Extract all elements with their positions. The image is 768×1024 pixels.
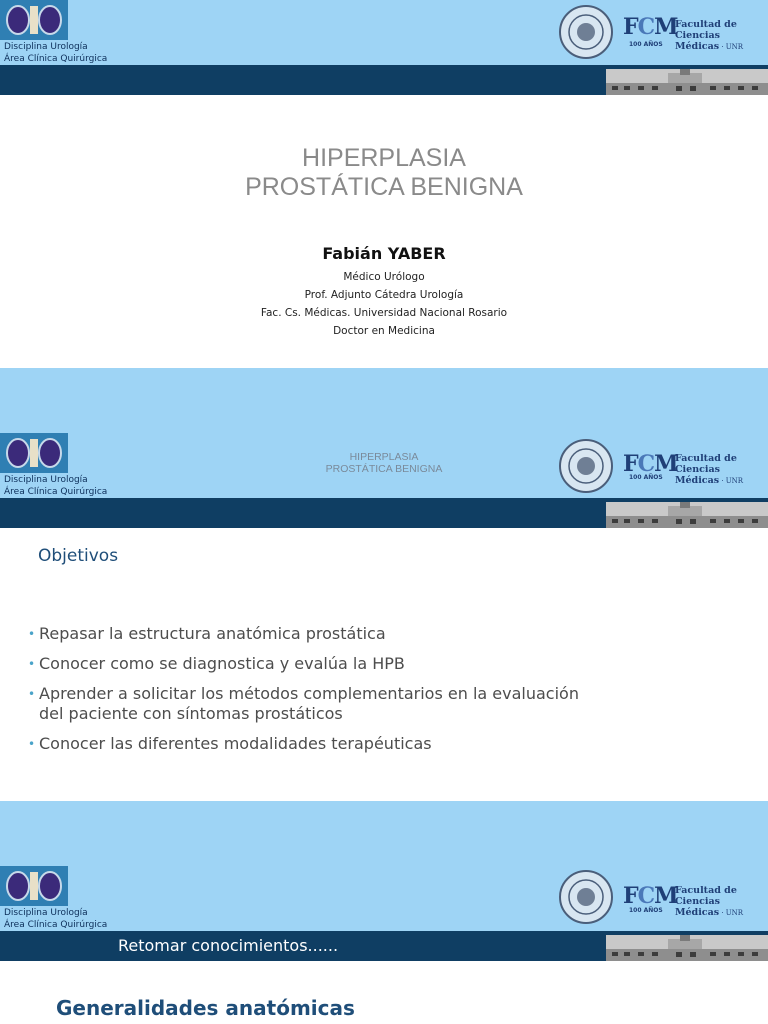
faculty-line1: Facultad de Ciencias bbox=[675, 885, 737, 907]
objectives-list bbox=[28, 624, 748, 764]
credential-line: Médico Urólogo bbox=[343, 271, 425, 283]
slide-1 bbox=[0, 0, 768, 368]
urology-logo bbox=[0, 866, 68, 906]
faculty-unr: · UNR bbox=[719, 909, 744, 917]
list-item-text: Conocer las diferentes modalidades terapéuticas bbox=[39, 734, 432, 753]
presentation-title bbox=[0, 144, 768, 202]
faculty-line2: Médicas bbox=[675, 41, 720, 52]
fcm-f: F bbox=[623, 14, 638, 40]
list-item bbox=[28, 654, 748, 674]
university-seal bbox=[558, 869, 614, 925]
list-item bbox=[28, 734, 748, 754]
discipline-text bbox=[4, 907, 107, 931]
building-photo bbox=[606, 935, 768, 961]
title-line2: PROSTÁTICA BENIGNA bbox=[245, 173, 523, 201]
urology-logo bbox=[0, 0, 68, 40]
fcm-c: C bbox=[637, 451, 655, 477]
fcm-c: C bbox=[637, 883, 655, 909]
anniversary-label: 100 AÑOS bbox=[629, 41, 663, 48]
faculty-name bbox=[675, 19, 768, 53]
building-photo bbox=[606, 69, 768, 95]
title-line1: HIPERPLASIA bbox=[349, 451, 419, 463]
list-item bbox=[28, 684, 588, 724]
fcm-m: M bbox=[654, 883, 678, 909]
urology-logo bbox=[0, 433, 68, 473]
slide-2 bbox=[0, 368, 768, 801]
faculty-name bbox=[675, 885, 768, 919]
anatomy-heading: Generalidades anatómicas bbox=[56, 996, 355, 1020]
faculty-line1: Facultad de Ciencias bbox=[675, 19, 737, 41]
bullet-dot-icon: • bbox=[28, 687, 36, 701]
fcm-m: M bbox=[654, 14, 678, 40]
title-line1: HIPERPLASIA bbox=[302, 144, 466, 172]
title-line2: PROSTÁTICA BENIGNA bbox=[325, 463, 443, 475]
discipline-line2: Área Clínica Quirúrgica bbox=[4, 920, 108, 930]
building-photo bbox=[606, 502, 768, 528]
bullet-dot-icon: • bbox=[28, 627, 36, 641]
slide-3 bbox=[0, 801, 768, 1024]
credential-line: Doctor en Medicina bbox=[333, 325, 435, 337]
discipline-line2: Área Clínica Quirúrgica bbox=[4, 54, 108, 64]
list-item bbox=[28, 624, 748, 644]
list-item-text: Conocer como se diagnostica y evalúa la HPB bbox=[39, 654, 405, 673]
fcm-m: M bbox=[654, 451, 678, 477]
discipline-line2: Área Clínica Quirúrgica bbox=[4, 487, 108, 497]
header-title bbox=[284, 451, 484, 475]
discipline-line1: Disciplina Urología bbox=[4, 475, 88, 485]
faculty-unr: · UNR bbox=[719, 477, 744, 485]
fcm-c: C bbox=[637, 14, 655, 40]
list-item-text: Repasar la estructura anatómica prostática bbox=[39, 624, 386, 643]
faculty-unr: · UNR bbox=[719, 43, 744, 51]
fcm-logo-letters bbox=[623, 883, 678, 909]
faculty-name bbox=[675, 453, 768, 487]
discipline-line1: Disciplina Urología bbox=[4, 908, 88, 918]
section-band-text: Retomar conocimientos...... bbox=[118, 936, 339, 955]
author-credentials bbox=[0, 268, 768, 340]
faculty-line2: Médicas bbox=[675, 475, 720, 486]
author-name: Fabián YABER bbox=[322, 244, 446, 263]
bullet-dot-icon: • bbox=[28, 737, 36, 751]
university-seal bbox=[558, 438, 614, 494]
university-seal bbox=[558, 4, 614, 60]
objectives-heading: Objetivos bbox=[38, 546, 119, 566]
discipline-line1: Disciplina Urología bbox=[4, 42, 88, 52]
bullet-dot-icon: • bbox=[28, 657, 36, 671]
anniversary-label: 100 AÑOS bbox=[629, 474, 663, 481]
faculty-line2: Médicas bbox=[675, 907, 720, 918]
fcm-f: F bbox=[623, 451, 638, 477]
fcm-f: F bbox=[623, 883, 638, 909]
credential-line: Fac. Cs. Médicas. Universidad Nacional Rosario bbox=[260, 307, 508, 319]
credential-line: Prof. Adjunto Cátedra Urología bbox=[304, 289, 464, 301]
list-item-text: Aprender a solicitar los métodos complementarios en la evaluación del paciente con síntomas prostáticos bbox=[39, 684, 579, 723]
discipline-text bbox=[4, 41, 107, 65]
faculty-line1: Facultad de Ciencias bbox=[675, 453, 737, 475]
fcm-logo-letters bbox=[623, 14, 678, 40]
anniversary-label: 100 AÑOS bbox=[629, 907, 663, 914]
discipline-text bbox=[4, 474, 107, 498]
